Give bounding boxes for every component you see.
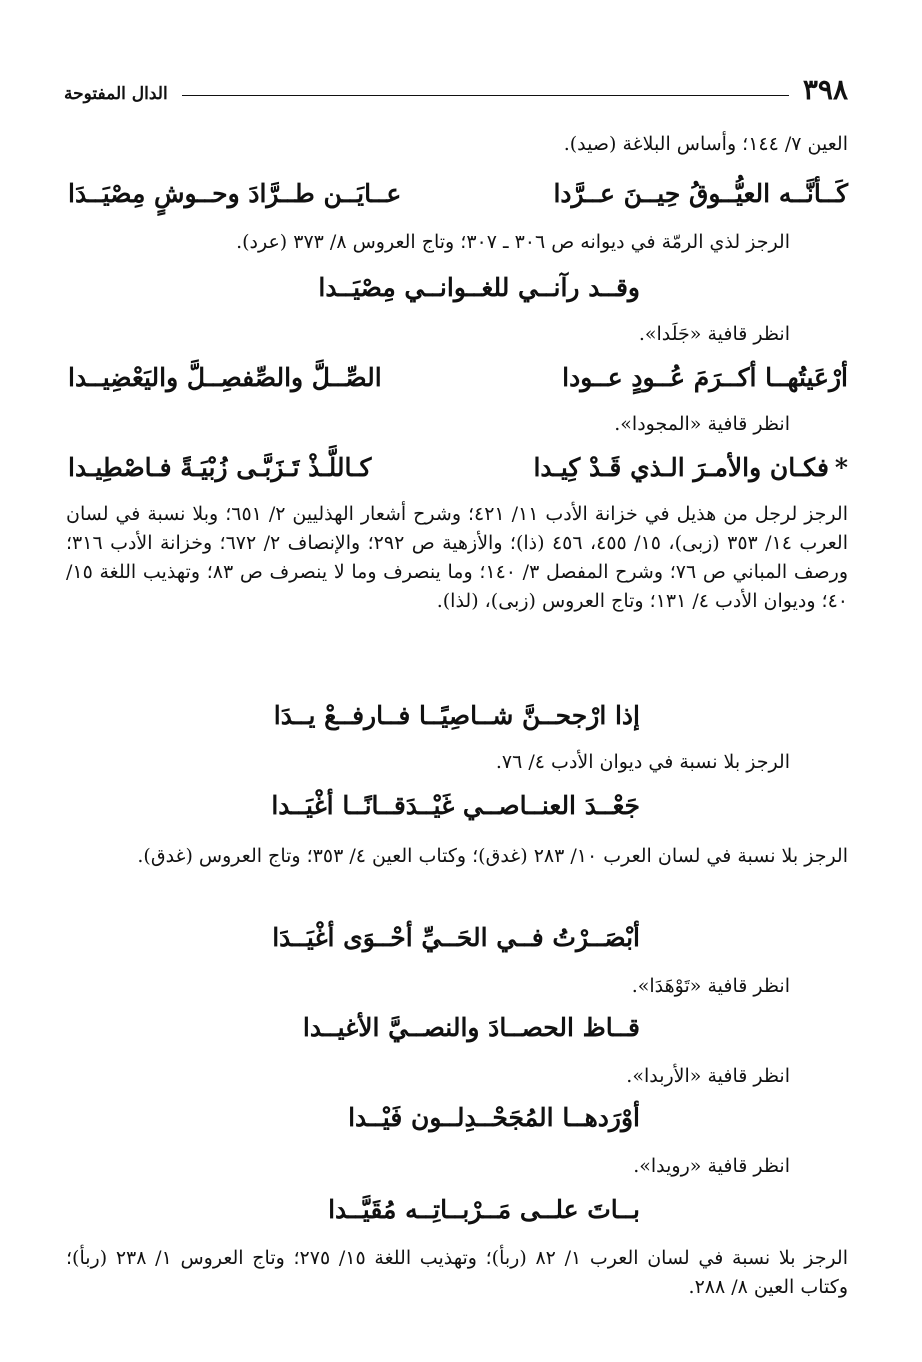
chapter-title: الدال المفتوحة <box>64 84 168 104</box>
verse-line: وقــد رآنــي للغــوانــي مِصْيَــدا <box>318 273 640 302</box>
verse-hemistich-right: أرْعَيتُهــا أكــرَمَ عُــودٍ عــودا <box>562 363 848 392</box>
page-header <box>64 70 848 104</box>
cross-reference-note: انظر قافية «المجودا». <box>614 413 790 435</box>
verse-line: إذا ارْجحــنَّ شــاصِيًــا فــارفــعْ يــدَا <box>273 701 640 730</box>
verse-hemistich-right-text: فكـان والأمـرَ الـذي قَـدْ كِيـدا <box>533 453 829 482</box>
verse-hemistich-left: عــايَــن طــرَّادَ وحــوشٍ مِصْيَــدَا <box>68 179 402 208</box>
cross-reference-note: انظر قافية «تَوْهَدَا». <box>631 975 790 997</box>
citation-note: العين ٧/ ١٤٤؛ وأساس البلاغة (صيد). <box>563 133 848 155</box>
verse-hemistich-right: كَــأنَّــه العيُّــوقُ حِيــنَ عــرَّدا <box>553 179 848 208</box>
cross-reference-note: انظر قافية «جَلَدا». <box>638 323 790 345</box>
verse-line: أبْصَــرْتُ فــي الحَــيِّ أحْــوَى أغْيَــدَا <box>272 923 640 952</box>
citation-note: الرجز لذي الرمّة في ديوانه ص ٣٠٦ ـ ٣٠٧؛ وتاج العروس ٨/ ٣٧٣ (عرد). <box>236 231 790 253</box>
verse-line: أوْرَدهــا المُجَحْــدِلــون فَيْــدا <box>348 1103 640 1132</box>
verse-hemistich-left: الصِّــلَّ والصِّفصِــلَّ واليَعْضِيــدا <box>68 363 382 392</box>
citation-note: الرجز بلا نسبة في ديوان الأدب ٤/ ٧٦. <box>495 751 790 773</box>
header-rule <box>182 95 789 96</box>
cross-reference-note: انظر قافية «الأربدا». <box>626 1065 790 1087</box>
verse-hemistich-left: كـاللَّـذْ تَـزَبَّـى زُبْيَـةً فـاصْطِيـدا <box>68 453 372 482</box>
asterisk-marker: * <box>834 453 848 482</box>
citation-paragraph: الرجز لرجل من هذيل في خزانة الأدب ١١/ ٤٢١؛ وشرح أشعار الهذليين ٢/ ٦٥١؛ وبلا نسبة في لسان العرب ١٤/ ٣٥٣ (زبى)، ١٥/ ٤٥٥، ٤٥٦ (ذا)؛ والأزهية ص ٢٩٢؛ والإنصاف ٢/ ٦٧٢؛ وخزانة الأدب ٣١٦؛ ورصف المباني ص ٧٦؛ وشرح المفصل ٣/ ١٤٠؛ وما ينصرف وما لا ينصرف ص ٨٣؛ وتهذيب اللغة ١٥/ ٤٠؛ وديوان الأدب ٤/ ١٣١؛ وتاج العروس (زبى)، (لذا). <box>66 503 849 612</box>
cross-reference-note: انظر قافية «رويدا». <box>633 1155 790 1177</box>
verse-line: جَعْــدَ العنــاصــي غَيْــدَقــانًــا أغْيَــدا <box>271 791 640 820</box>
page-number: ٣٩٨ <box>802 73 848 106</box>
citation-paragraph: الرجز بلا نسبة في لسان العرب ١/ ٨٢ (ربأ)؛ وتهذيب اللغة ١٥/ ٢٧٥؛ وتاج العروس ١/ ٢٣٨ (ربأ)؛ وكتاب العين ٨/ ٢٨٨. <box>66 1247 848 1298</box>
verse-hemistich-right <box>533 452 848 484</box>
verse-line: قــاظ الحصــادَ والنصــيَّ الأغيــدا <box>302 1013 640 1042</box>
verse-line: بــاتَ علــى مَــرْبــاتِــه مُقَيَّــدا <box>328 1195 640 1224</box>
citation-paragraph: الرجز بلا نسبة في لسان العرب ١٠/ ٢٨٣ (غدق)؛ وكتاب العين ٤/ ٣٥٣؛ وتاج العروس (غدق). <box>137 845 848 867</box>
